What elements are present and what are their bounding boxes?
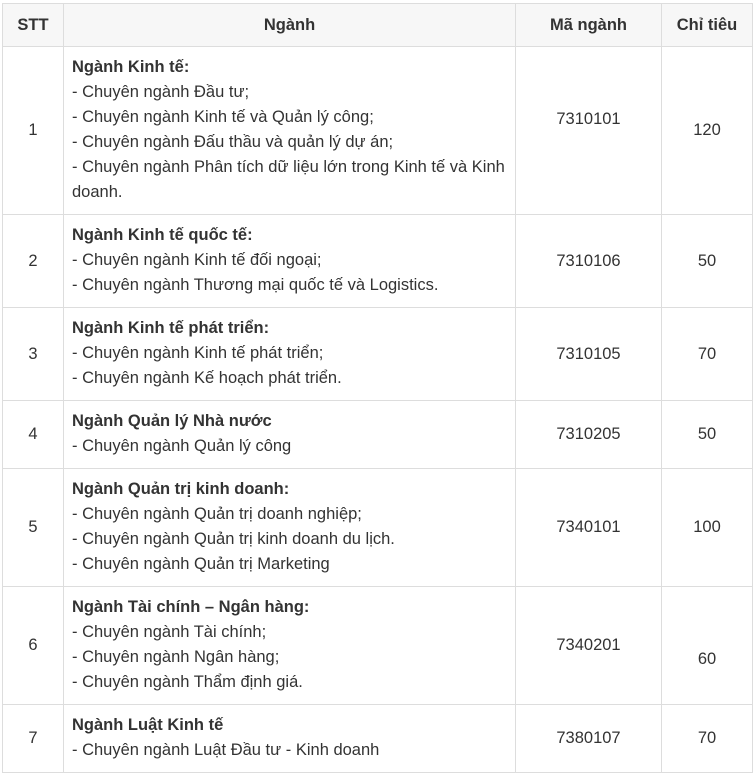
major-title: Ngành Kinh tế quốc tế: (72, 226, 253, 244)
header-row (3, 4, 753, 47)
specialization-item: - Chuyên ngành Luật Đầu tư - Kinh doanh (72, 741, 380, 759)
specialization-item: - Chuyên ngành Phân tích dữ liệu lớn trong Kinh tế và Kinh doanh. (72, 158, 505, 201)
row-major-code: 7340101 (516, 469, 662, 587)
row-quota: 70 (662, 705, 753, 773)
major-title: Ngành Quản trị kinh doanh: (72, 480, 290, 498)
row-major-code: 7310205 (516, 401, 662, 469)
specialization-item: - Chuyên ngành Thương mại quốc tế và Logistics. (72, 276, 439, 294)
major-title: Ngành Kinh tế phát triển: (72, 319, 270, 337)
specialization-item: - Chuyên ngành Quản trị Marketing (72, 555, 330, 573)
specialization-item: - Chuyên ngành Đầu tư; (72, 83, 250, 101)
header-quota: Chỉ tiêu (662, 4, 753, 47)
specialization-item: - Chuyên ngành Ngân hàng; (72, 648, 280, 666)
row-major-code: 7380107 (516, 705, 662, 773)
row-stt: 7 (3, 705, 64, 773)
row-major (64, 469, 516, 587)
specialization-item: - Chuyên ngành Quản lý công (72, 437, 292, 455)
row-major (64, 705, 516, 773)
specialization-item: - Chuyên ngành Kinh tế và Quản lý công; (72, 108, 374, 126)
table-row (3, 587, 753, 705)
table-row (3, 401, 753, 469)
major-title: Ngành Quản lý Nhà nước (72, 412, 272, 430)
row-stt: 4 (3, 401, 64, 469)
row-quota: 50 (662, 401, 753, 469)
row-major-code: 7310106 (516, 215, 662, 308)
row-stt: 6 (3, 587, 64, 705)
row-major-code: 7340201 (516, 587, 662, 705)
table-row (3, 705, 753, 773)
row-stt: 1 (3, 47, 64, 215)
table-row (3, 308, 753, 401)
specialization-item: - Chuyên ngành Kinh tế đối ngoại; (72, 251, 322, 269)
header-stt: STT (3, 4, 64, 47)
row-stt: 2 (3, 215, 64, 308)
specialization-item: - Chuyên ngành Tài chính; (72, 623, 267, 641)
row-quota: 120 (662, 47, 753, 215)
row-quota: 100 (662, 469, 753, 587)
row-major (64, 47, 516, 215)
table-body (3, 47, 753, 773)
major-title: Ngành Kinh tế: (72, 58, 190, 76)
table-row (3, 469, 753, 587)
admission-table (2, 3, 753, 773)
specialization-item: - Chuyên ngành Kinh tế phát triển; (72, 344, 324, 362)
row-stt: 5 (3, 469, 64, 587)
row-major (64, 587, 516, 705)
row-quota: 70 (662, 308, 753, 401)
row-major-code: 7310105 (516, 308, 662, 401)
specialization-item: - Chuyên ngành Thẩm định giá. (72, 673, 303, 691)
header-major: Ngành (64, 4, 516, 47)
row-quota: 60 (662, 587, 753, 705)
specialization-item: - Chuyên ngành Kế hoạch phát triển. (72, 369, 342, 387)
row-major (64, 401, 516, 469)
specialization-item: - Chuyên ngành Quản trị doanh nghiệp; (72, 505, 362, 523)
table-row (3, 47, 753, 215)
row-major (64, 215, 516, 308)
table-row (3, 215, 753, 308)
row-stt: 3 (3, 308, 64, 401)
specialization-item: - Chuyên ngành Đấu thầu và quản lý dự án; (72, 133, 394, 151)
row-major (64, 308, 516, 401)
major-title: Ngành Tài chính – Ngân hàng: (72, 598, 310, 616)
specialization-item: - Chuyên ngành Quản trị kinh doanh du lịch. (72, 530, 395, 548)
header-code: Mã ngành (516, 4, 662, 47)
major-title: Ngành Luật Kinh tế (72, 716, 224, 734)
row-major-code: 7310101 (516, 47, 662, 215)
row-quota: 50 (662, 215, 753, 308)
